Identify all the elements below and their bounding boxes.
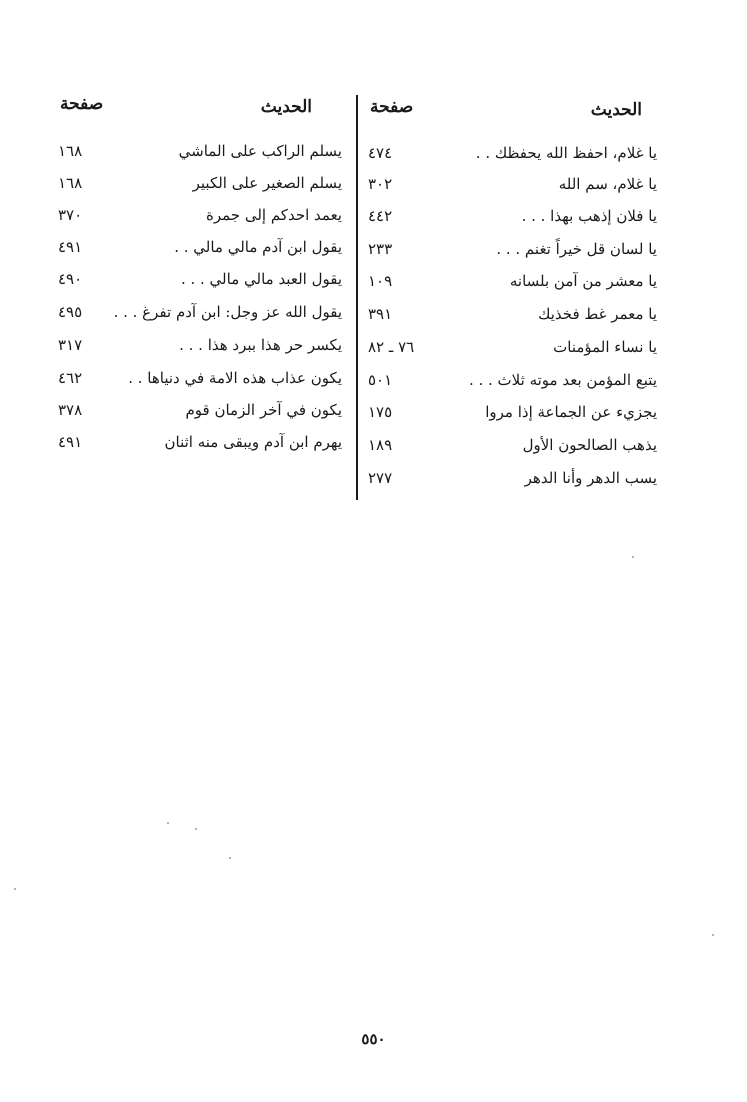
scan-speck xyxy=(632,556,634,558)
page-ref: ٧٦ ـ ٨٢ xyxy=(368,338,415,356)
hadith-text: يذهب الصالحون الأول xyxy=(522,436,657,454)
hadith-text: يقول العبد مالي مالي . . . xyxy=(180,270,342,288)
page-ref: ٤٩١ xyxy=(58,238,83,256)
scan-speck xyxy=(195,828,197,830)
hadith-text: يسب الدهر وأنا الدهر xyxy=(524,469,657,487)
scan-speck xyxy=(167,822,169,824)
hadith-text: يهرم ابن آدم ويبقى منه اثنان xyxy=(164,433,342,451)
hadith-text: يا معمر غط فخذيك xyxy=(538,305,657,323)
page-number: ٥٥٠ xyxy=(361,1030,386,1048)
page-ref: ١٦٨ xyxy=(58,174,83,192)
hadith-text: يقول الله عز وجل: ابن آدم تفرغ . . . xyxy=(113,303,342,321)
hadith-text: يكون في آخر الزمان قوم xyxy=(185,401,342,419)
list-item xyxy=(0,367,747,397)
left-hadith-header: الحديث xyxy=(260,97,312,117)
right-hadith-header: الحديث xyxy=(590,100,642,120)
page-ref: ٤٩٠ xyxy=(58,270,83,288)
page-ref: ٣٠٢ xyxy=(368,175,393,193)
list-item xyxy=(0,334,747,364)
list-item xyxy=(0,236,747,266)
scan-speck xyxy=(229,857,231,859)
list-item xyxy=(0,268,747,298)
hadith-text: يا غلام، سم الله xyxy=(558,175,657,193)
page-ref: ٣٩١ xyxy=(368,305,393,323)
hadith-text: يجزيء عن الجماعة إذا مروا xyxy=(485,403,657,421)
page-ref: ٣٧٠ xyxy=(58,206,83,224)
scan-speck xyxy=(14,888,16,890)
page-ref: ١٨٩ xyxy=(368,436,393,454)
hadith-text: يكسر حر هذا ببرد هذا . . . xyxy=(179,336,342,354)
page-ref: ٢٣٣ xyxy=(368,240,393,258)
page-ref: ١٠٩ xyxy=(368,272,393,290)
list-item xyxy=(0,301,747,331)
page-ref: ٤٧٤ xyxy=(368,144,393,162)
page-ref: ٢٧٧ xyxy=(368,469,393,487)
hadith-text: يا فلان إذهب بهذا . . . xyxy=(521,207,657,225)
page-ref: ١٧٥ xyxy=(368,403,393,421)
list-item xyxy=(0,467,747,497)
page-ref: ٣١٧ xyxy=(58,336,83,354)
list-item xyxy=(0,204,747,234)
page-ref: ٣٧٨ xyxy=(58,401,83,419)
hadith-text: يا غلام، احفظ الله يحفظك . . xyxy=(475,144,657,162)
page-ref: ١٦٨ xyxy=(58,142,83,160)
scan-speck xyxy=(712,934,714,936)
hadith-text: يقول ابن آدم مالي مالي . . xyxy=(174,238,342,256)
page-ref: ٥٠١ xyxy=(368,371,393,389)
list-item xyxy=(0,140,747,170)
left-page-header: صفحة xyxy=(60,94,104,114)
hadith-text: يكون عذاب هذه الامة في دنياها . . xyxy=(128,369,342,387)
hadith-text: يتبع المؤمن بعد موته ثلاث . . . xyxy=(468,371,657,389)
hadith-text: يا نساء المؤمنات xyxy=(553,338,657,356)
page-ref: ٤٩١ xyxy=(58,433,83,451)
page-ref: ٤٤٢ xyxy=(368,207,393,225)
hadith-text: يسلم الصغير على الكبير xyxy=(192,174,342,192)
list-item xyxy=(0,399,747,429)
hadith-text: يسلم الراكب على الماشي xyxy=(178,142,342,160)
hadith-text: يا لسان قل خيراً تغنم . . . xyxy=(496,240,657,258)
hadith-text: يعمد احدكم إلى جمرة xyxy=(205,206,342,224)
list-item xyxy=(0,431,747,461)
hadith-text: يا معشر من آمن بلسانه xyxy=(509,272,657,290)
page-ref: ٤٩٥ xyxy=(58,303,83,321)
list-item xyxy=(0,172,747,202)
page-ref: ٤٦٢ xyxy=(58,369,83,387)
right-page-header: صفحة xyxy=(370,97,414,117)
